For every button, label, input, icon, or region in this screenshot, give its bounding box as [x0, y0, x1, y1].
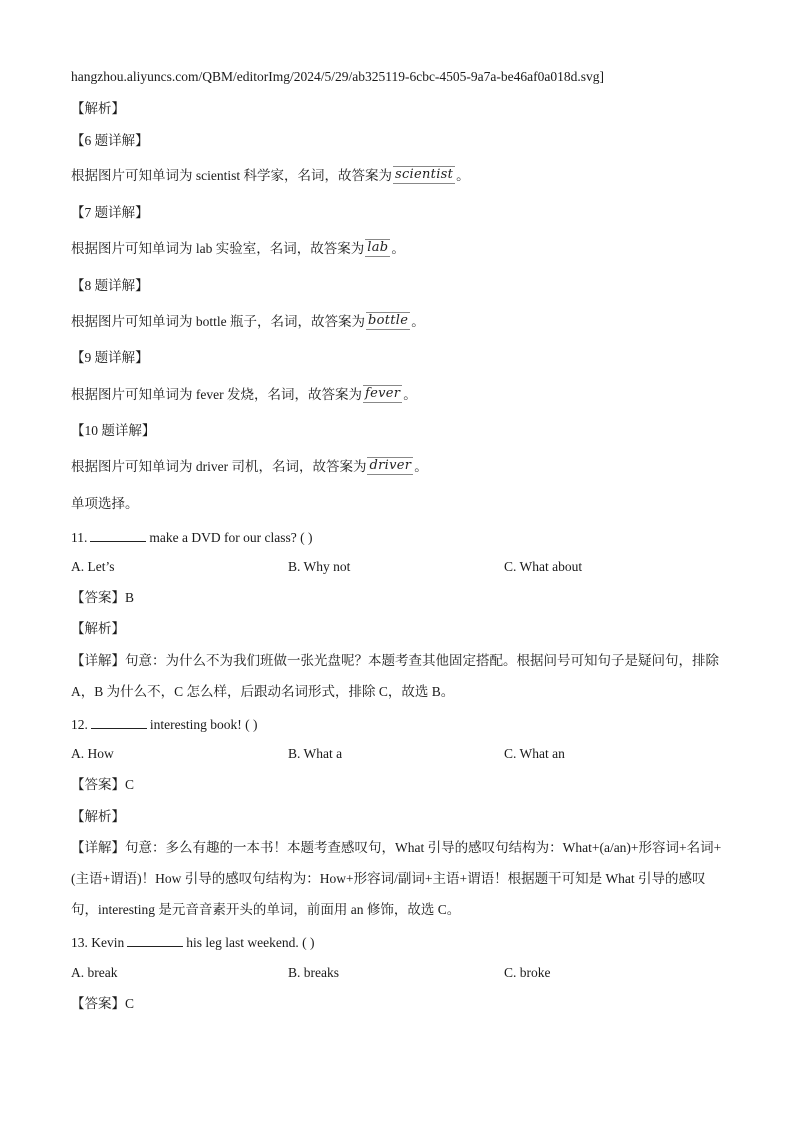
detail-heading-9: 【9 题详解】 [71, 350, 149, 365]
question-number: 11. [71, 530, 88, 545]
option-c: C. broke [504, 965, 551, 980]
question-13 [71, 932, 314, 952]
question-stem: his leg last weekend. ( ) [186, 935, 315, 950]
answer-blank [90, 527, 146, 542]
option-c: C. What an [504, 746, 565, 761]
question-11 [71, 527, 312, 547]
answer-13 [71, 995, 134, 1013]
period: 。 [391, 241, 405, 256]
detail-heading-8: 【8 题详解】 [71, 278, 149, 293]
option-c: C. What about [504, 559, 583, 574]
period: 。 [414, 459, 428, 474]
detail-line-8 [71, 313, 425, 332]
option-b: B. What a [288, 746, 343, 761]
detail-line-9 [71, 386, 417, 405]
url-line: hangzhou.aliyuncs.com/QBM/editorImg/2024/5/29/ab325119-6cbc-4505-9a7a-be46af0a018d.svg] [71, 69, 604, 84]
period: 。 [456, 168, 470, 183]
detail-line-6 [71, 167, 470, 186]
detail-11 [71, 645, 731, 707]
answer-value: B [125, 590, 135, 605]
option-a: A. Let’s [71, 559, 115, 574]
question-stem: make a DVD for our class? ( ) [149, 530, 313, 545]
detail-text: 根据图片可知单词为 fever 发烧，名词，故答案为 [71, 387, 362, 402]
detail-12 [71, 832, 731, 925]
detail-heading-7: 【7 题详解】 [71, 205, 149, 220]
section-title: 单项选择。 [71, 496, 139, 511]
answer-11 [71, 589, 134, 607]
answer-blank [91, 714, 147, 729]
question-stem: interesting book! ( ) [149, 717, 258, 732]
option-b: B. Why not [288, 559, 351, 574]
answer-12 [71, 776, 134, 794]
analysis-label-11: 【解析】 [71, 621, 125, 636]
detail-line-7 [71, 240, 405, 259]
answer-value: C [125, 996, 135, 1011]
answer-label: 【答案】 [71, 996, 125, 1011]
option-a: A. break [71, 965, 118, 980]
question-number: 13. Kevin [71, 935, 125, 950]
detail-label: 【详解】 [71, 840, 125, 855]
answer-value: C [125, 777, 135, 792]
detail-text: 根据图片可知单词为 bottle 瓶子，名词，故答案为 [71, 314, 365, 329]
question-12 [71, 714, 257, 734]
answer-word: scientist [395, 167, 454, 182]
detail-heading-10: 【10 题详解】 [71, 423, 156, 438]
detail-text: 根据图片可知单词为 scientist 科学家，名词，故答案为 [71, 168, 392, 183]
answer-word: bottle [368, 313, 409, 328]
period: 。 [411, 314, 425, 329]
detail-heading-6: 【6 题详解】 [71, 133, 149, 148]
question-number: 12. [71, 717, 88, 732]
detail-label: 【详解】 [71, 653, 125, 668]
answer-label: 【答案】 [71, 590, 125, 605]
detail-text: 句意：多么有趣的一本书！本题考查感叹句，What 引导的感叹句结构为：What+(a/an)+形容词+名词+(主语+谓语)！How 引导的感叹句结构为：How+形容词/副词+主语+谓语！根据题干可知是 What 引导的感叹句，interesting 是元音音素开头的单词，前面用 an 修饰，故选 C。 [71, 840, 722, 917]
answer-label: 【答案】 [71, 777, 125, 792]
answer-word: fever [364, 386, 401, 401]
period: 。 [403, 387, 417, 402]
analysis-label-12: 【解析】 [71, 809, 125, 824]
answer-word: lab [367, 240, 389, 255]
answer-word: driver [369, 458, 412, 473]
answer-blank [127, 932, 183, 947]
detail-text: 句意：为什么不为我们班做一张光盘呢？本题考查其他固定搭配。根据问号可知句子是疑问句，排除 A，B 为什么不，C 怎么样，后跟动名词形式，排除 C，故选 B。 [71, 653, 719, 699]
detail-line-10 [71, 458, 428, 477]
detail-text: 根据图片可知单词为 lab 实验室，名词，故答案为 [71, 241, 365, 256]
detail-text: 根据图片可知单词为 driver 司机，名词，故答案为 [71, 459, 367, 474]
analysis-label: 【解析】 [71, 101, 125, 116]
option-b: B. breaks [288, 965, 339, 980]
option-a: A. How [71, 746, 114, 761]
